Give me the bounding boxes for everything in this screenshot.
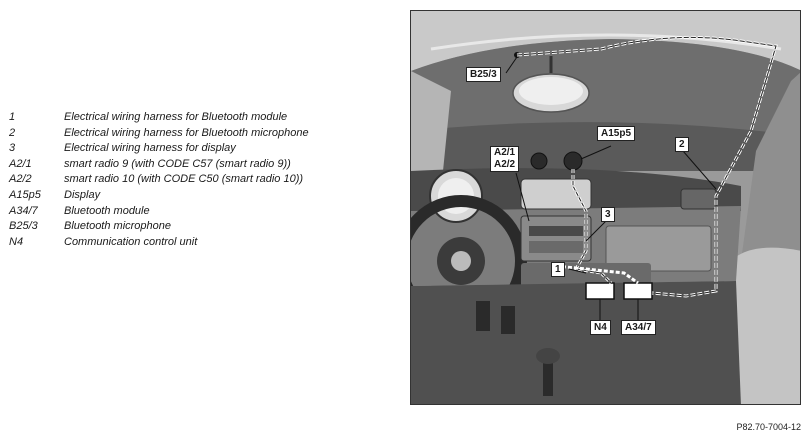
legend-key: A2/1 — [9, 157, 32, 170]
a34-7-module — [624, 283, 652, 299]
legend-desc: Bluetooth microphone — [64, 220, 172, 233]
pedal — [476, 301, 490, 331]
legend-desc: Electrical wiring harness for Bluetooth microphone — [64, 126, 309, 139]
mirror-highlight — [519, 77, 583, 105]
legend-key: A2/2 — [9, 173, 32, 186]
reference-code: P82.70-7004-12 — [736, 422, 801, 432]
legend-item — [9, 188, 399, 204]
passenger-vent — [681, 189, 716, 209]
footwell — [411, 281, 741, 405]
legend-item — [9, 110, 399, 126]
callout-n4: N4 — [590, 320, 611, 335]
callout-a2-2: A2/2 — [494, 159, 516, 170]
legend-item — [9, 141, 399, 157]
callout-3: 3 — [601, 207, 615, 222]
steering-logo — [451, 251, 471, 271]
callout-a2 — [490, 146, 519, 172]
callout-a2-1: A2/1 — [494, 147, 516, 158]
legend-desc: Communication control unit — [64, 235, 198, 248]
legend-item — [9, 172, 399, 188]
center-vents — [521, 179, 591, 209]
callout-2: 2 — [675, 137, 689, 152]
legend-desc: Electrical wiring harness for display — [64, 142, 236, 155]
radio-unit — [521, 216, 591, 261]
callout-1: 1 — [551, 262, 565, 277]
legend-desc: Bluetooth module — [64, 204, 150, 217]
legend-desc: smart radio 10 (with CODE C50 (smart radio 10)) — [64, 173, 304, 186]
legend-key: A34/7 — [9, 204, 38, 217]
legend-key: N4 — [9, 235, 24, 248]
callout-a34-7: A34/7 — [621, 320, 656, 335]
legend-item — [9, 126, 399, 142]
clock-pod — [531, 153, 547, 169]
radio-buttons — [529, 241, 583, 253]
legend-key: B25/3 — [9, 220, 38, 233]
legend-desc: Electrical wiring harness for Bluetooth module — [64, 111, 288, 123]
legend-key: 3 — [9, 142, 16, 155]
gear-knob — [536, 348, 560, 364]
legend-key: 1 — [9, 111, 16, 123]
pedal — [501, 306, 515, 334]
legend-item — [9, 235, 399, 251]
legend-item — [9, 204, 399, 220]
legend-desc: smart radio 9 (with CODE C57 (smart radio 9)) — [64, 157, 291, 170]
display-pod — [564, 152, 582, 170]
legend-item — [9, 219, 399, 235]
callout-b25-3: B25/3 — [466, 67, 501, 82]
legend-desc: Display — [64, 188, 101, 201]
legend-key: 2 — [9, 126, 16, 139]
radio-display — [529, 226, 583, 236]
n4-module — [586, 283, 614, 299]
legend-key: A15p5 — [9, 188, 41, 201]
legend-item — [9, 157, 399, 173]
callout-a15p5: A15p5 — [597, 126, 635, 141]
car-interior-figure — [410, 10, 801, 405]
legend-list — [9, 110, 399, 250]
